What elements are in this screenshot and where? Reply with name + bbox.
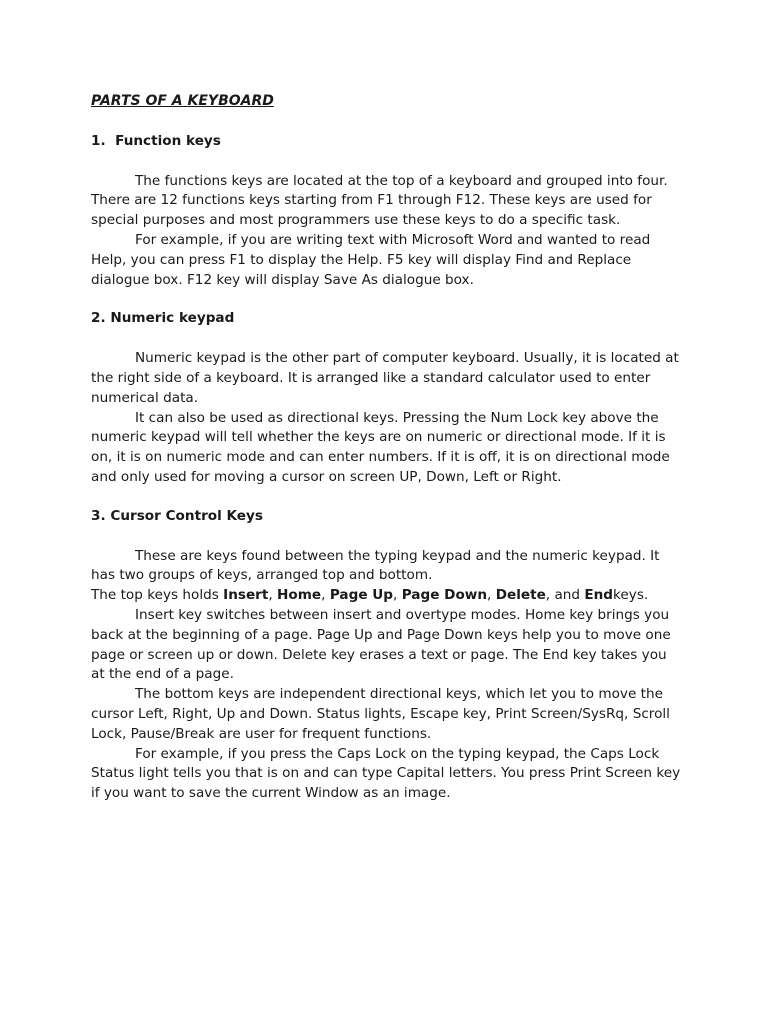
separator: , [393, 587, 402, 604]
separator: , [268, 587, 278, 604]
section-function-keys [91, 132, 683, 291]
paragraph: It can also be used as directional keys. Pressing the Num Lock key above the numeric keypad will tell whether the keys are on numeric or directional mode. If it is on, it is on numeric mode and can enter numbers. If it is off, it is on directional mode and only used for moving a cursor on screen UP, Down, Left or Right. [91, 409, 670, 485]
separator: , [321, 587, 330, 604]
top-keys-suffix: keys. [613, 587, 649, 604]
paragraph: The bottom keys are independent directional keys, which let you to move the cursor Left, Right, Up and Down. Status lights, Escape key, Print Screen/SysRq, Scroll Lock, Pause/Break are user for frequent functions. [91, 686, 670, 742]
section-heading-numeric-keypad: 2. Numeric keypad [91, 310, 235, 327]
paragraph: For example, if you are writing text with Microsoft Word and wanted to read Help, you can press F1 to display the Help. F5 key will display Find and Replace dialogue box. F12 key will display Save As dialogue box. [91, 231, 651, 288]
key-delete: Delete [495, 587, 546, 604]
document-page [91, 92, 683, 823]
document-title: PARTS OF A KEYBOARD [91, 93, 274, 109]
top-keys-paragraph [91, 586, 683, 606]
section-cursor-control-keys [91, 507, 683, 804]
paragraph: Insert key switches between insert and overtype modes. Home key brings you back at the beginning of a page. Page Up and Page Down keys help you to move one page or screen up or down. Delete key erases a text or page. The End key takes you at the end of a page. [91, 606, 671, 683]
paragraph: These are keys found between the typing keypad and the numeric keypad. It has two groups of keys, arranged top and bottom. [91, 547, 660, 584]
key-page-up: Page Up [329, 587, 394, 604]
section-numeric-keypad [91, 309, 683, 487]
separator: , [487, 587, 496, 604]
section-heading-cursor-control-keys: 3. Cursor Control Keys [91, 507, 263, 524]
separator: , and [545, 587, 585, 604]
key-insert: Insert [223, 587, 269, 604]
paragraph: For example, if you press the Caps Lock on the typing keypad, the Caps Lock Status light tells you that is on and can type Capital letters. You press Print Screen key if you want to save the current Window as an image. [91, 745, 681, 802]
paragraph: The functions keys are located at the top of a keyboard and grouped into four. There are 12 functions keys starting from F1 through F12. These keys are used for special purposes and most programmers use these keys to do a specific task. [91, 172, 668, 229]
paragraph: Numeric keypad is the other part of computer keyboard. Usually, it is located at the right side of a keyboard. It is arranged like a standard calculator used to enter numerical data. [91, 350, 679, 406]
top-keys-prefix: The top keys holds [91, 587, 224, 604]
key-page-down: Page Down [401, 587, 488, 604]
key-home: Home [277, 587, 322, 604]
section-heading-function-keys: 1. Function keys [91, 132, 221, 149]
key-end: End [584, 587, 614, 604]
